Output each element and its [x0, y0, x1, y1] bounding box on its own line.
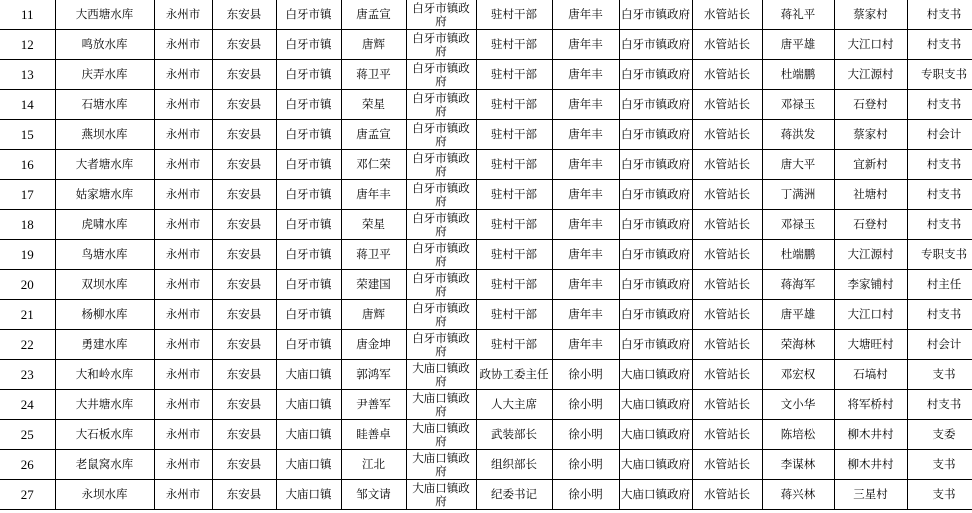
admin-responsible-person-cell: 唐孟宣: [341, 0, 406, 30]
row-number-cell: 13: [0, 60, 55, 90]
table-row: [0, 480, 972, 510]
tech-unit-cell: 白牙市镇政府: [619, 60, 692, 90]
patrol-village-cell: 李家铺村: [834, 270, 907, 300]
tech-responsible-person-cell: 唐年丰: [552, 90, 619, 120]
city-cell: 永州市: [154, 180, 212, 210]
table-row: [0, 390, 972, 420]
row-number-cell: 16: [0, 150, 55, 180]
table-row: [0, 330, 972, 360]
tech-unit-cell: 白牙市镇政府: [619, 330, 692, 360]
row-number-cell: 21: [0, 300, 55, 330]
tech-unit-cell: 白牙市镇政府: [619, 210, 692, 240]
row-number-cell: 14: [0, 90, 55, 120]
table-row: [0, 0, 972, 30]
table-row: [0, 30, 972, 60]
table-row: [0, 90, 972, 120]
city-cell: 永州市: [154, 150, 212, 180]
admin-unit-cell: 白牙市镇政府: [406, 30, 476, 60]
row-number-cell: 22: [0, 330, 55, 360]
city-cell: 永州市: [154, 270, 212, 300]
county-cell: 东安县: [212, 240, 276, 270]
patrol-responsible-person-cell: 邓宏权: [762, 360, 834, 390]
tech-position-cell: 水管站长: [692, 210, 762, 240]
admin-responsible-person-cell: 唐孟宣: [341, 120, 406, 150]
tech-unit-cell: 大庙口镇政府: [619, 360, 692, 390]
town-cell: 白牙市镇: [276, 120, 341, 150]
patrol-position-cell: 专职支书: [907, 60, 972, 90]
county-cell: 东安县: [212, 150, 276, 180]
admin-responsible-person-cell: 唐金坤: [341, 330, 406, 360]
county-cell: 东安县: [212, 60, 276, 90]
patrol-responsible-person-cell: 唐平雄: [762, 300, 834, 330]
patrol-position-cell: 支委: [907, 420, 972, 450]
row-number-cell: 12: [0, 30, 55, 60]
row-number-cell: 15: [0, 120, 55, 150]
tech-position-cell: 水管站长: [692, 480, 762, 510]
admin-unit-cell: 白牙市镇政府: [406, 90, 476, 120]
reservoir-name-cell: 庆弄水库: [55, 60, 154, 90]
patrol-position-cell: 村主任: [907, 270, 972, 300]
tech-responsible-person-cell: 唐年丰: [552, 0, 619, 30]
table-row: [0, 270, 972, 300]
admin-responsible-person-cell: 荣建国: [341, 270, 406, 300]
row-number-cell: 23: [0, 360, 55, 390]
tech-position-cell: 水管站长: [692, 450, 762, 480]
county-cell: 东安县: [212, 90, 276, 120]
tech-position-cell: 水管站长: [692, 60, 762, 90]
town-cell: 白牙市镇: [276, 60, 341, 90]
admin-position-cell: 驻村干部: [476, 300, 552, 330]
patrol-position-cell: 村支书: [907, 210, 972, 240]
reservoir-name-cell: 老鼠窝水库: [55, 450, 154, 480]
admin-position-cell: 驻村干部: [476, 120, 552, 150]
tech-position-cell: 水管站长: [692, 360, 762, 390]
county-cell: 东安县: [212, 420, 276, 450]
patrol-village-cell: 大江源村: [834, 60, 907, 90]
row-number-cell: 25: [0, 420, 55, 450]
town-cell: 大庙口镇: [276, 420, 341, 450]
patrol-village-cell: 石塙村: [834, 360, 907, 390]
patrol-village-cell: 石登村: [834, 90, 907, 120]
patrol-responsible-person-cell: 杜端鹏: [762, 240, 834, 270]
patrol-village-cell: 大江源村: [834, 240, 907, 270]
reservoir-name-cell: 大者塘水库: [55, 150, 154, 180]
tech-position-cell: 水管站长: [692, 420, 762, 450]
town-cell: 白牙市镇: [276, 150, 341, 180]
patrol-responsible-person-cell: 杜端鹏: [762, 60, 834, 90]
row-number-cell: 20: [0, 270, 55, 300]
table-row: [0, 420, 972, 450]
admin-unit-cell: 大庙口镇政府: [406, 480, 476, 510]
town-cell: 大庙口镇: [276, 390, 341, 420]
town-cell: 大庙口镇: [276, 360, 341, 390]
admin-position-cell: 驻村干部: [476, 150, 552, 180]
table-row: [0, 300, 972, 330]
admin-responsible-person-cell: 唐辉: [341, 30, 406, 60]
admin-unit-cell: 白牙市镇政府: [406, 300, 476, 330]
reservoir-name-cell: 双坝水库: [55, 270, 154, 300]
town-cell: 大庙口镇: [276, 450, 341, 480]
admin-responsible-person-cell: 江北: [341, 450, 406, 480]
city-cell: 永州市: [154, 60, 212, 90]
tech-position-cell: 水管站长: [692, 270, 762, 300]
patrol-responsible-person-cell: 蒋洪发: [762, 120, 834, 150]
reservoir-name-cell: 勇建水库: [55, 330, 154, 360]
admin-position-cell: 武装部长: [476, 420, 552, 450]
county-cell: 东安县: [212, 0, 276, 30]
patrol-village-cell: 蔡家村: [834, 120, 907, 150]
admin-position-cell: 驻村干部: [476, 90, 552, 120]
table-row: [0, 60, 972, 90]
reservoir-name-cell: 大石板水库: [55, 420, 154, 450]
town-cell: 白牙市镇: [276, 30, 341, 60]
patrol-responsible-person-cell: 蒋礼平: [762, 0, 834, 30]
patrol-village-cell: 大江口村: [834, 300, 907, 330]
patrol-responsible-person-cell: 丁满洲: [762, 180, 834, 210]
city-cell: 永州市: [154, 90, 212, 120]
patrol-responsible-person-cell: 李谋林: [762, 450, 834, 480]
tech-unit-cell: 大庙口镇政府: [619, 450, 692, 480]
patrol-village-cell: 将军桥村: [834, 390, 907, 420]
tech-unit-cell: 白牙市镇政府: [619, 270, 692, 300]
patrol-village-cell: 大江口村: [834, 30, 907, 60]
admin-position-cell: 驻村干部: [476, 0, 552, 30]
town-cell: 白牙市镇: [276, 180, 341, 210]
patrol-position-cell: 村会计: [907, 330, 972, 360]
reservoir-name-cell: 大和岭水库: [55, 360, 154, 390]
tech-position-cell: 水管站长: [692, 120, 762, 150]
reservoir-name-cell: 杨柳水库: [55, 300, 154, 330]
tech-position-cell: 水管站长: [692, 180, 762, 210]
tech-unit-cell: 大庙口镇政府: [619, 390, 692, 420]
patrol-village-cell: 大塘旺村: [834, 330, 907, 360]
patrol-responsible-person-cell: 唐平雄: [762, 30, 834, 60]
patrol-village-cell: 宜新村: [834, 150, 907, 180]
table-row: [0, 120, 972, 150]
tech-position-cell: 水管站长: [692, 300, 762, 330]
patrol-position-cell: 支书: [907, 450, 972, 480]
patrol-position-cell: 村支书: [907, 90, 972, 120]
city-cell: 永州市: [154, 480, 212, 510]
reservoir-name-cell: 燕坝水库: [55, 120, 154, 150]
tech-unit-cell: 大庙口镇政府: [619, 480, 692, 510]
admin-unit-cell: 白牙市镇政府: [406, 270, 476, 300]
reservoir-name-cell: 虎啸水库: [55, 210, 154, 240]
tech-responsible-person-cell: 唐年丰: [552, 330, 619, 360]
patrol-responsible-person-cell: 文小华: [762, 390, 834, 420]
patrol-position-cell: 村支书: [907, 30, 972, 60]
table-row: [0, 210, 972, 240]
tech-position-cell: 水管站长: [692, 0, 762, 30]
row-number-cell: 27: [0, 480, 55, 510]
admin-responsible-person-cell: 邹文请: [341, 480, 406, 510]
tech-responsible-person-cell: 徐小明: [552, 360, 619, 390]
reservoir-name-cell: 永坝水库: [55, 480, 154, 510]
patrol-position-cell: 支书: [907, 360, 972, 390]
county-cell: 东安县: [212, 390, 276, 420]
patrol-position-cell: 村支书: [907, 0, 972, 30]
town-cell: 白牙市镇: [276, 210, 341, 240]
county-cell: 东安县: [212, 270, 276, 300]
town-cell: 大庙口镇: [276, 480, 341, 510]
patrol-responsible-person-cell: 邓禄玉: [762, 90, 834, 120]
admin-unit-cell: 白牙市镇政府: [406, 180, 476, 210]
city-cell: 永州市: [154, 390, 212, 420]
patrol-responsible-person-cell: 陈培松: [762, 420, 834, 450]
row-number-cell: 19: [0, 240, 55, 270]
city-cell: 永州市: [154, 120, 212, 150]
admin-unit-cell: 白牙市镇政府: [406, 0, 476, 30]
admin-responsible-person-cell: 蒋卫平: [341, 60, 406, 90]
admin-responsible-person-cell: 眭善卓: [341, 420, 406, 450]
patrol-responsible-person-cell: 唐大平: [762, 150, 834, 180]
admin-position-cell: 政协工委主任: [476, 360, 552, 390]
admin-position-cell: 驻村干部: [476, 270, 552, 300]
county-cell: 东安县: [212, 210, 276, 240]
town-cell: 白牙市镇: [276, 330, 341, 360]
patrol-village-cell: 柳木井村: [834, 420, 907, 450]
admin-responsible-person-cell: 邓仁荣: [341, 150, 406, 180]
admin-responsible-person-cell: 荣星: [341, 90, 406, 120]
table-row: [0, 450, 972, 480]
city-cell: 永州市: [154, 360, 212, 390]
admin-position-cell: 组织部长: [476, 450, 552, 480]
city-cell: 永州市: [154, 0, 212, 30]
county-cell: 东安县: [212, 120, 276, 150]
tech-responsible-person-cell: 唐年丰: [552, 120, 619, 150]
tech-unit-cell: 白牙市镇政府: [619, 300, 692, 330]
town-cell: 白牙市镇: [276, 270, 341, 300]
patrol-position-cell: 支书: [907, 480, 972, 510]
city-cell: 永州市: [154, 450, 212, 480]
tech-position-cell: 水管站长: [692, 240, 762, 270]
town-cell: 白牙市镇: [276, 0, 341, 30]
table-row: [0, 180, 972, 210]
city-cell: 永州市: [154, 30, 212, 60]
tech-position-cell: 水管站长: [692, 150, 762, 180]
patrol-position-cell: 村支书: [907, 180, 972, 210]
tech-unit-cell: 白牙市镇政府: [619, 90, 692, 120]
patrol-village-cell: 石登村: [834, 210, 907, 240]
admin-position-cell: 人大主席: [476, 390, 552, 420]
county-cell: 东安县: [212, 30, 276, 60]
admin-unit-cell: 白牙市镇政府: [406, 60, 476, 90]
admin-unit-cell: 白牙市镇政府: [406, 330, 476, 360]
patrol-responsible-person-cell: 荣海林: [762, 330, 834, 360]
admin-responsible-person-cell: 尹善军: [341, 390, 406, 420]
admin-unit-cell: 白牙市镇政府: [406, 240, 476, 270]
patrol-village-cell: 蔡家村: [834, 0, 907, 30]
patrol-responsible-person-cell: 蒋海军: [762, 270, 834, 300]
town-cell: 白牙市镇: [276, 300, 341, 330]
reservoir-name-cell: 大西塘水库: [55, 0, 154, 30]
county-cell: 东安县: [212, 480, 276, 510]
tech-unit-cell: 白牙市镇政府: [619, 120, 692, 150]
admin-unit-cell: 大庙口镇政府: [406, 450, 476, 480]
admin-unit-cell: 大庙口镇政府: [406, 420, 476, 450]
admin-position-cell: 驻村干部: [476, 240, 552, 270]
city-cell: 永州市: [154, 300, 212, 330]
county-cell: 东安县: [212, 180, 276, 210]
tech-position-cell: 水管站长: [692, 390, 762, 420]
patrol-responsible-person-cell: 蒋兴林: [762, 480, 834, 510]
row-number-cell: 11: [0, 0, 55, 30]
tech-responsible-person-cell: 唐年丰: [552, 180, 619, 210]
tech-responsible-person-cell: 唐年丰: [552, 270, 619, 300]
patrol-village-cell: 柳木井村: [834, 450, 907, 480]
city-cell: 永州市: [154, 420, 212, 450]
tech-responsible-person-cell: 唐年丰: [552, 300, 619, 330]
table-row: [0, 360, 972, 390]
reservoir-name-cell: 鸟塘水库: [55, 240, 154, 270]
row-number-cell: 26: [0, 450, 55, 480]
row-number-cell: 17: [0, 180, 55, 210]
tech-responsible-person-cell: 徐小明: [552, 390, 619, 420]
admin-unit-cell: 大庙口镇政府: [406, 360, 476, 390]
patrol-position-cell: 村支书: [907, 150, 972, 180]
patrol-village-cell: 三星村: [834, 480, 907, 510]
table-row: [0, 150, 972, 180]
reservoir-name-cell: 大井塘水库: [55, 390, 154, 420]
patrol-village-cell: 社塘村: [834, 180, 907, 210]
tech-unit-cell: 白牙市镇政府: [619, 150, 692, 180]
patrol-responsible-person-cell: 邓禄玉: [762, 210, 834, 240]
tech-responsible-person-cell: 唐年丰: [552, 150, 619, 180]
admin-unit-cell: 白牙市镇政府: [406, 150, 476, 180]
row-number-cell: 18: [0, 210, 55, 240]
patrol-position-cell: 村会计: [907, 120, 972, 150]
tech-position-cell: 水管站长: [692, 30, 762, 60]
row-number-cell: 24: [0, 390, 55, 420]
county-cell: 东安县: [212, 330, 276, 360]
tech-responsible-person-cell: 唐年丰: [552, 60, 619, 90]
admin-responsible-person-cell: 唐年丰: [341, 180, 406, 210]
patrol-position-cell: 村支书: [907, 390, 972, 420]
county-cell: 东安县: [212, 450, 276, 480]
tech-position-cell: 水管站长: [692, 330, 762, 360]
tech-responsible-person-cell: 徐小明: [552, 480, 619, 510]
city-cell: 永州市: [154, 330, 212, 360]
admin-position-cell: 纪委书记: [476, 480, 552, 510]
tech-responsible-person-cell: 唐年丰: [552, 30, 619, 60]
admin-position-cell: 驻村干部: [476, 210, 552, 240]
patrol-position-cell: 村支书: [907, 300, 972, 330]
tech-position-cell: 水管站长: [692, 90, 762, 120]
county-cell: 东安县: [212, 360, 276, 390]
table-row: [0, 240, 972, 270]
admin-responsible-person-cell: 唐辉: [341, 300, 406, 330]
tech-responsible-person-cell: 徐小明: [552, 450, 619, 480]
admin-position-cell: 驻村干部: [476, 30, 552, 60]
city-cell: 永州市: [154, 240, 212, 270]
town-cell: 白牙市镇: [276, 90, 341, 120]
admin-position-cell: 驻村干部: [476, 180, 552, 210]
admin-unit-cell: 白牙市镇政府: [406, 210, 476, 240]
town-cell: 白牙市镇: [276, 240, 341, 270]
reservoir-name-cell: 姑家塘水库: [55, 180, 154, 210]
tech-responsible-person-cell: 唐年丰: [552, 210, 619, 240]
admin-responsible-person-cell: 郭鸿军: [341, 360, 406, 390]
reservoir-name-cell: 石塘水库: [55, 90, 154, 120]
admin-unit-cell: 大庙口镇政府: [406, 390, 476, 420]
tech-unit-cell: 白牙市镇政府: [619, 0, 692, 30]
tech-unit-cell: 白牙市镇政府: [619, 240, 692, 270]
admin-position-cell: 驻村干部: [476, 330, 552, 360]
reservoir-name-cell: 鸣放水库: [55, 30, 154, 60]
admin-unit-cell: 白牙市镇政府: [406, 120, 476, 150]
city-cell: 永州市: [154, 210, 212, 240]
admin-position-cell: 驻村干部: [476, 60, 552, 90]
tech-responsible-person-cell: 徐小明: [552, 420, 619, 450]
tech-unit-cell: 白牙市镇政府: [619, 30, 692, 60]
tech-unit-cell: 大庙口镇政府: [619, 420, 692, 450]
patrol-position-cell: 专职支书: [907, 240, 972, 270]
admin-responsible-person-cell: 荣星: [341, 210, 406, 240]
tech-responsible-person-cell: 唐年丰: [552, 240, 619, 270]
tech-unit-cell: 白牙市镇政府: [619, 180, 692, 210]
county-cell: 东安县: [212, 300, 276, 330]
admin-responsible-person-cell: 蒋卫平: [341, 240, 406, 270]
